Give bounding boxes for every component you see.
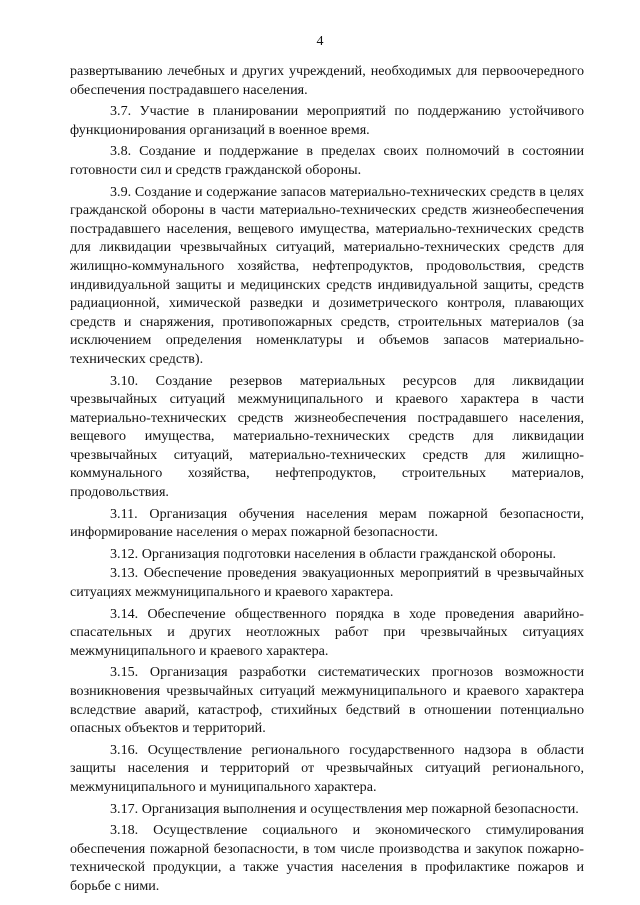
paragraph-3-15: 3.15. Организация разработки систематических прогнозов возможности возникновения чрезвычайных ситуаций межмуниципального и краевого характера вследствие аварий, катастроф, стихийных бедствий в отношении потенциально опасных объектов и территорий. <box>70 664 584 737</box>
paragraph-3-14: 3.14. Обеспечение общественного порядка в ходе проведения аварийно-спасательных и других неотложных работ при чрезвычайных ситуациях межмуниципального и краевого характера. <box>70 605 584 659</box>
paragraph-3-13: 3.13. Обеспечение проведения эвакуационных мероприятий в чрезвычайных ситуациях межмуниципального и краевого характера. <box>70 565 584 601</box>
paragraph-3-16: 3.16. Осуществление регионального государственного надзора в области защиты населения и территорий от чрезвычайных ситуаций регионального, межмуниципального и муниципального характера. <box>70 741 584 795</box>
paragraph-3-9: 3.9. Создание и содержание запасов материально-технических средств в целях гражданской обороны в части материально-технических средств жизнеобеспечения пострадавшего населения, вещевого имущества, материально-технических средств для ликвидации чрезвычайных ситуаций, материально-технических средств для жилищно-коммунального хозяйства, нефтепродуктов, продовольствия, средств индивидуальной защиты и медицинских средств индивидуальной защиты, средств радиационной, химической разведки и дозиметрического контроля, плавающих средств и снаряжения, противопожарных средств, строительных материалов (за исключением определения номенклатуры и объемов запасов материально-технических средств). <box>70 183 584 367</box>
paragraph-3-11: 3.11. Организация обучения населения мерам пожарной безопасности, информирование населения о мерах пожарной безопасности. <box>70 505 584 541</box>
paragraph-3-12: 3.12. Организация подготовки населения в области гражданской обороны. <box>110 545 557 562</box>
paragraph-3-18: 3.18. Осуществление социального и экономического стимулирования обеспечения пожарной безопасности, в том числе производства и закупок пожарно-технической продукции, а также участия населения в профилактике пожаров и борьбе с ними. <box>70 822 584 894</box>
paragraph-3-7: 3.7. Участие в планировании мероприятий по поддержанию устойчивого функционирования организаций в военное время. <box>70 103 584 138</box>
paragraph-3-8: 3.8. Создание и поддержание в пределах своих полномочий в состоянии готовности сил и средств гражданской обороны. <box>70 143 584 178</box>
document-body <box>70 62 584 899</box>
paragraph-3-17: 3.17. Организация выполнения и осуществления мер пожарной безопасности. <box>110 800 579 817</box>
paragraph-3-10: 3.10. Создание резервов материальных ресурсов для ликвидации чрезвычайных ситуаций межмуниципального и краевого характера в части материально-технических средств жизнеобеспечения пострадавшего населения, вещевого имущества, материально-технических средств для ликвидации чрезвычайных ситуаций, материально-технических средств для жилищно-коммунального хозяйства, нефтепродуктов, строительных материалов, продовольствия. <box>70 372 584 501</box>
page-number: 4 <box>316 34 324 49</box>
paragraph-continuation: развертыванию лечебных и других учреждений, необходимых для первоочередного обеспечения пострадавшего населения. <box>70 63 584 98</box>
